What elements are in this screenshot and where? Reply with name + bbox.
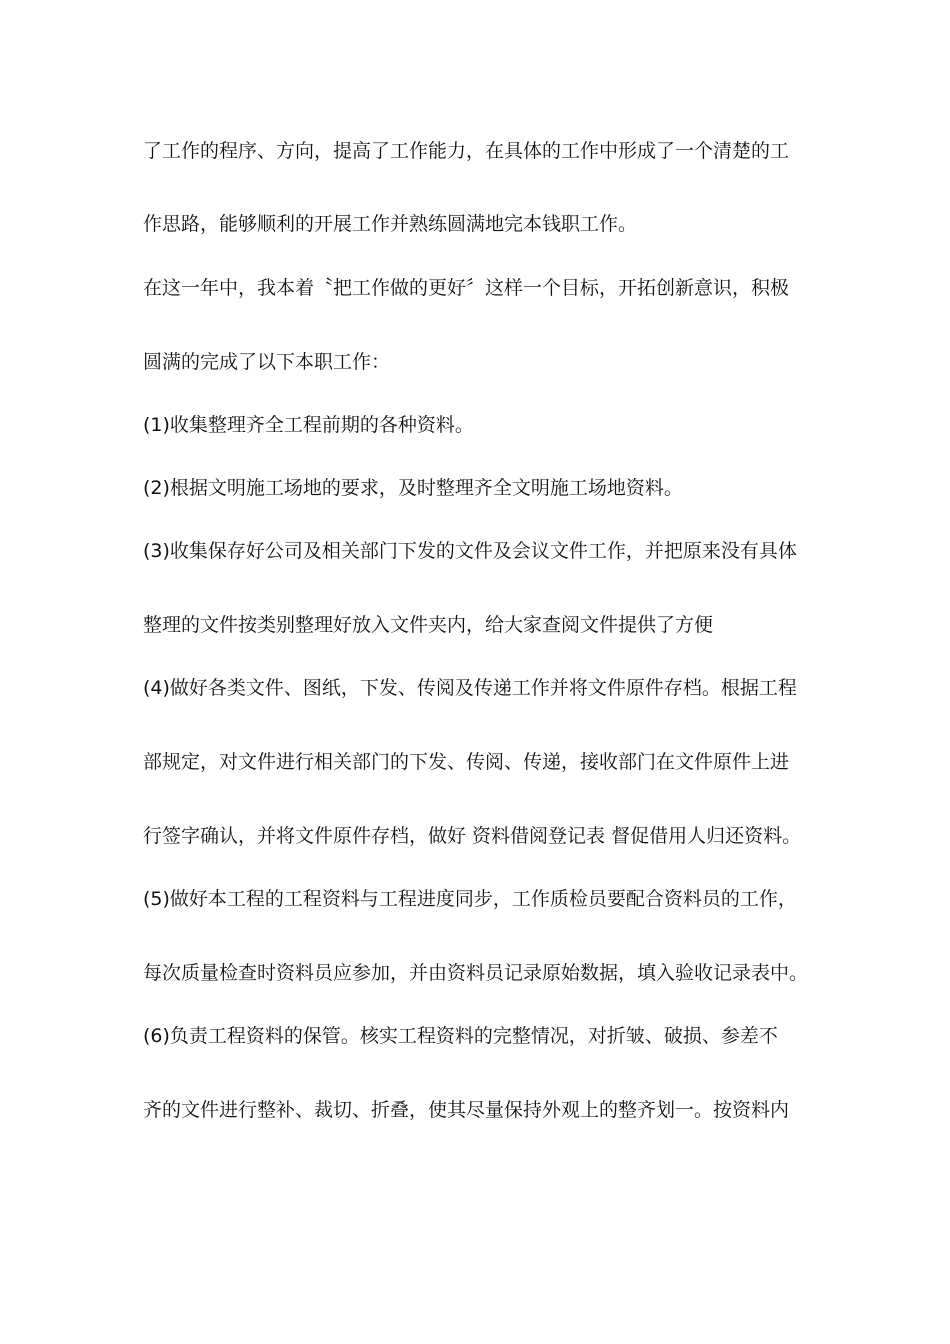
text-line: 了工作的程序、方向，提高了工作能力，在具体的工作中形成了一个清楚的工	[143, 140, 790, 162]
list-item: (6)负责工程资料的保管。核实工程资料的完整情况，对折皱、破损、参差不	[143, 1025, 778, 1047]
text-line: 圆满的完成了以下本职工作：	[143, 351, 391, 373]
text-line: 行签字确认，并将文件原件存档，做好 资料借阅登记表 督促借用人归还资料。	[143, 825, 802, 847]
text-line: 作思路，能够顺利的开展工作并熟练圆满地完本钱职工作。	[143, 213, 638, 235]
list-item: (3)收集保存好公司及相关部门下发的文件及会议文件工作，并把原来没有具体	[143, 540, 797, 562]
list-item: (5)做好本工程的工程资料与工程进度同步，工作质检员要配合资料员的工作，	[143, 888, 797, 910]
text-line: 部规定，对文件进行相关部门的下发、传阅、传递，接收部门在文件原件上进	[143, 751, 790, 773]
list-item: (1)收集整理齐全工程前期的各种资料。	[143, 414, 474, 436]
list-item: (4)做好各类文件、图纸，下发、传阅及传递工作并将文件原件存档。根据工程	[143, 677, 797, 699]
text-line: 每次质量检查时资料员应参加，并由资料员记录原始数据，填入验收记录表中。	[143, 962, 809, 984]
text-line: 齐的文件进行整补、裁切、折叠，使其尽量保持外观上的整齐划一。按资料内	[143, 1099, 790, 1121]
list-item: (2)根据文明施工场地的要求，及时整理齐全文明施工场地资料。	[143, 477, 683, 499]
text-line: 整理的文件按类别整理好放入文件夹内，给大家查阅文件提供了方便	[143, 614, 714, 636]
text-line: 在这一年中，我本着〝把工作做的更好〞这样一个目标，开拓创新意识，积极	[143, 277, 790, 299]
